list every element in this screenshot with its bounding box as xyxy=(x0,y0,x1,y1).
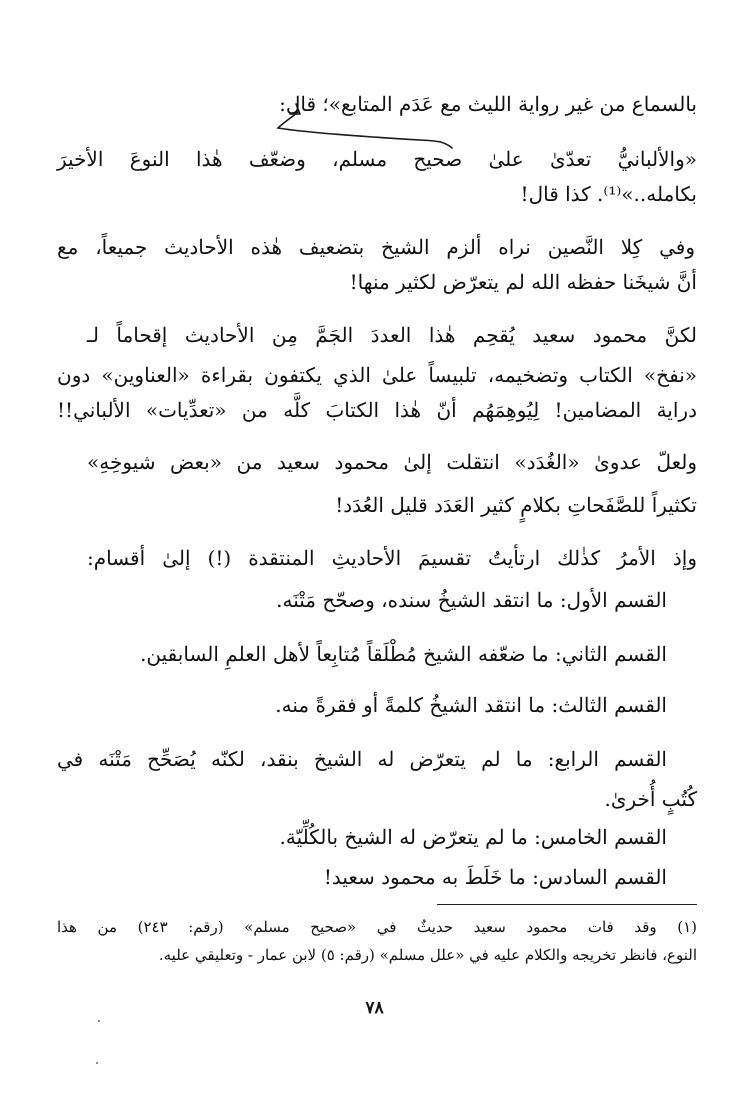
section-line-1: القسم الأول: ما انتقد الشيخُ سنده، وصحّح مَتْنَه. xyxy=(276,588,667,612)
body-line-11: وإذ الأمرُ كذٰلك ارتأيتُ تقسيمَ الأحاديثِ المنتقدة (!) إلىٰ أقسام: xyxy=(87,546,697,570)
body-line-8: دراية المضامين! لِيُوهِمَهُم أنّ هٰذا الكتابَ كلَّه من «تعدِّيات» الألباني!! xyxy=(57,398,697,422)
body-line-3: بكامله..»⁽¹⁾. كذا قال! xyxy=(520,182,697,206)
body-line-9: ولعلّ عدوىٰ «الغُدَد» انتقلت إلىٰ محمود سعيد من «بعض شيوخِهِ» xyxy=(87,450,697,474)
section-line-6: القسم السادس: ما خَلَطَ به محمود سعيد! xyxy=(323,865,667,889)
scan-speck xyxy=(98,1020,100,1022)
footnote-line-1: (١) وقد فات محمود سعيد حديثٌ في «صحيح مسلم» (رقم: ٢٤٣) من هذا xyxy=(57,918,697,936)
body-line-4: وفي كِلا النَّصين نراه ألزم الشيخ بتضعيف هٰذه الأحاديث جميعاً، مع xyxy=(57,235,695,259)
body-line-7: «نفخ» الكتاب وتضخيمه، تلبيساً علىٰ الذي يكتفون بقراءة «العناوين» دون xyxy=(57,363,697,387)
footnote-separator xyxy=(437,904,697,905)
body-line-6: لكنَّ محمود سعيد يُقحِم هٰذا العددَ الجَمَّ مِن الأحاديث إقحاماً لـ xyxy=(87,323,697,347)
body-line-10: تكثيراً للصَّفَحاتِ بكلامٍ كثير العَدَد قليل العُدَد! xyxy=(335,493,697,517)
body-line-2: «والألبانيُّ تعدّىٰ علىٰ صحيح مسلم، وضعّف هٰذا النوعَ الأخيرَ xyxy=(57,147,697,171)
section-line-4: القسم الرابع: ما لم يتعرّض له الشيخ بنقد، لكنّه يُصَحِّح مَتْنَه في xyxy=(57,747,667,771)
body-line-5: أنَّ شيخَنا حفظه الله لم يتعرّض لكثير منها! xyxy=(349,270,697,294)
section-line-5: القسم الخامس: ما لم يتعرّض له الشيخ بالكُلِّيّة. xyxy=(279,825,667,849)
body-line-1: بالسماع من غير رواية الليث مع عَدَم المتابع»؛ قال: xyxy=(279,92,697,116)
footnote-line-2: النوع، فانظر تخريجه والكلام عليه في «علل مسلم» (رقم: ٥) لابن عمار - وتعليقي عليه. xyxy=(158,946,697,964)
section-line-2: القسم الثاني: ما ضعّفه الشيخ مُطْلَقاً مُتابِعاً لأهل العلمِ السابقين. xyxy=(140,642,667,666)
scan-speck xyxy=(96,1062,98,1064)
section-line-4-cont: كُتُبٍ أُخرىٰ. xyxy=(604,787,697,811)
section-line-3: القسم الثالث: ما انتقد الشيخُ كلمةً أو فقرةً منه. xyxy=(275,693,667,717)
page-number: ٧٨ xyxy=(365,998,384,1018)
